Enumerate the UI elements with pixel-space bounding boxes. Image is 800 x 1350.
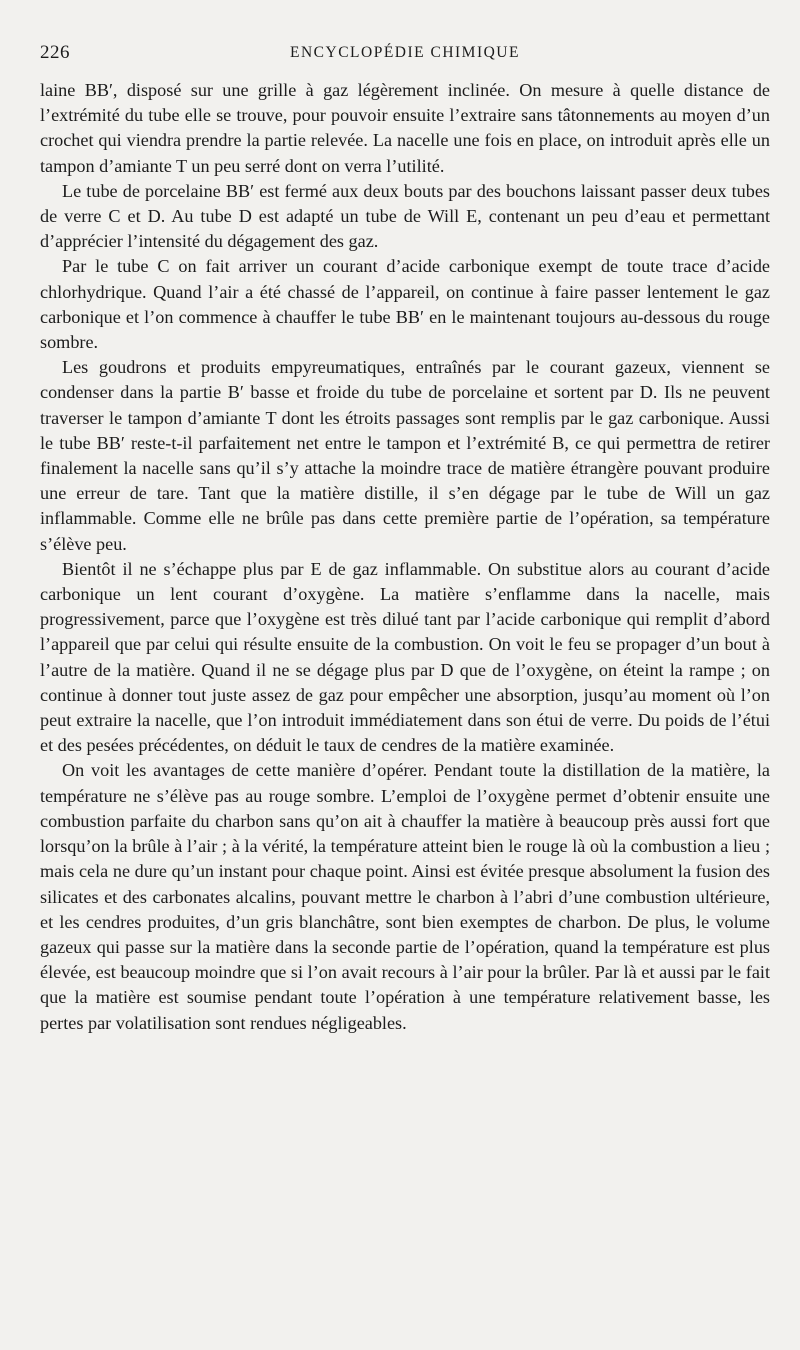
paragraph-5: Bientôt il ne s’échappe plus par E de gaz inflammable. On substitue alors au courant d’acide carbonique un lent courant d’oxygène. La matière s’enflamme dans la nacelle, mais progressivement, parce que l’oxygène est très dilué tant par l’acide carbonique qui remplit d’abord l’appareil que par celui qui résulte ensuite de la combustion. On voit le feu se propager d’un bout à l’autre de la matière. Quand il ne se dégage plus par D que de l’oxygène, on éteint la rampe ; on continue à donner tout juste assez de gaz pour empêcher une absorption, jusqu’au moment où l’on peut extraire la nacelle, que l’on introduit immédiatement dans son étui de verre. Du poids de l’étui et des pesées précédentes, on déduit le taux de cendres de la matière examinée. (40, 558, 770, 756)
page-number: 226 (40, 42, 70, 63)
paragraph-2: Le tube de porcelaine BB′ est fermé aux deux bouts par des bouchons laissant passer deux tubes de verre C et D. Au tube D est adapté un tube de Will E, contenant un peu d’eau et permettant d’apprécier l’intensité du dégagement des gaz. (40, 180, 770, 252)
paragraph-6: On voit les avantages de cette manière d’opérer. Pendant toute la distillation de la matière, la température ne s’élève pas au rouge sombre. L’emploi de l’oxygène permet d’obtenir ensuite une combustion parfaite du charbon sans qu’on ait à chauffer la matière à beaucoup près aussi fort que lorsqu’on la brûle à l’air ; à la vérité, la température atteint bien le rouge là où la combustion a lieu ; mais cela ne dure qu’un instant pour chaque point. Ainsi est évitée presque absolument la fusion des silicates et des carbonates alcalins, pouvant mettre le charbon à l’abri d’une combustion ultérieure, et les cendres produites, d’un gris blanchâtre, sont bien exemptes de charbon. De plus, le volume gazeux qui passe sur la matière dans la seconde partie de l’opération, quand la température est plus élevée, est beaucoup moindre que si l’on avait recours à l’air pour la brûler. Par là et aussi par le fait que la matière est soumise pendant toute l’opération à une température relativement basse, les pertes par volatilisation sont rendues négligeables. (40, 760, 770, 1033)
page-header (40, 42, 770, 72)
paragraph-1: laine BB′, disposé sur une grille à gaz légèrement inclinée. On mesure à quelle distance de l’extrémité du tube elle se trouve, pour pouvoir ensuite l’extraire sans tâtonnements au moyen d’un crochet qui viendra prendre la partie relevée. La nacelle une fois en place, on introduit après elle un tampon d’amiante T un peu serré dont on verra l’utilité. (40, 80, 770, 176)
running-title: ENCYCLOPÉDIE CHIMIQUE (290, 44, 520, 61)
paragraph-3: Par le tube C on fait arriver un courant d’acide carbonique exempt de toute trace d’acide chlorhydrique. Quand l’air a été chassé de l’appareil, on continue à faire passer lentement le gaz carbonique et l’on commence à chauffer le tube BB′ en le maintenant toujours au-dessous du rouge sombre. (40, 256, 770, 353)
paragraph-4: Les goudrons et produits empyreumatiques, entraînés par le courant gazeux, viennent se condenser dans la partie B′ basse et froide du tube de porcelaine et sortent par D. Ils ne peuvent traverser le tampon d’amiante T dont les étroits passages sont remplis par le gaz carbonique. Aussi le tube BB′ reste-t-il parfaitement net entre le tampon et l’extrémité B, ce qui permettra de retirer finalement la nacelle sans qu’il s’y attache la moindre trace de matière étrangère pouvant produire une erreur de tare. Tant que la matière distille, il s’en dégage par le tube de Will un gaz inflammable. Comme elle ne brûle pas dans cette première partie de l’opération, sa température s’élève peu. (40, 357, 770, 554)
body-text (40, 78, 770, 1036)
